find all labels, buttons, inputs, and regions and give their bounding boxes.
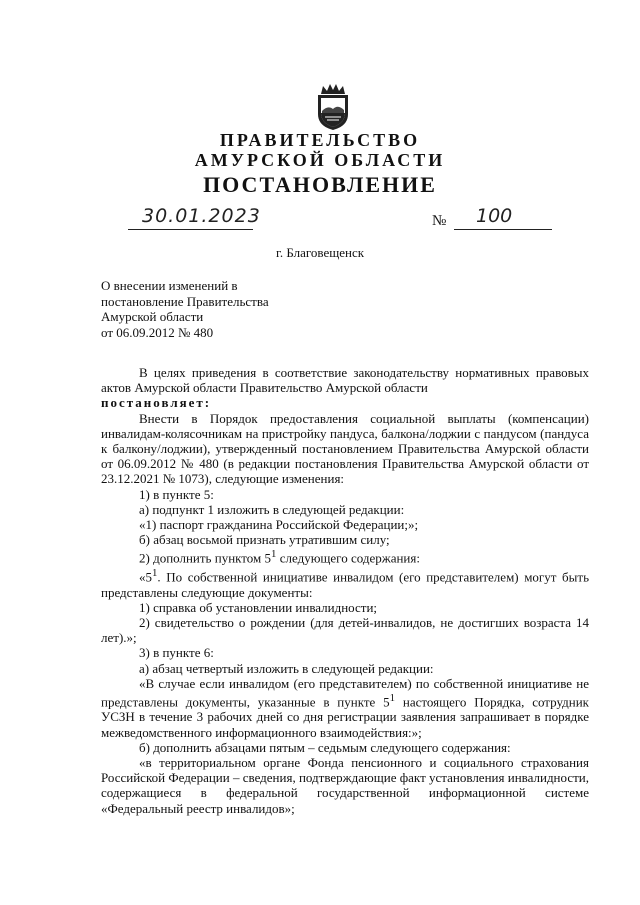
amur-region-coat-of-arms-icon bbox=[311, 80, 355, 132]
paragraph bbox=[101, 676, 589, 740]
paragraph: б) дополнить абзацами пятым – седьмым следующего содержания: bbox=[139, 739, 511, 755]
text: . По собственной инициативе инвалидом (его представителем) могут быть представлены следующие документы: bbox=[101, 569, 589, 600]
number-underline bbox=[454, 229, 552, 230]
paragraph: Внести в Порядок предоставления социальной выплаты (компенсации) инвалидам-колясочникам на пристройку пандуса, балкона/лоджии с пандусом (пандуса к балкону/лоджии), утвержденный постановлением Правительства Амурской области от 06.09.2012 № 480 (в редакции постановления Правительства Амурской области от 23.12.2021 № 1073), следующие изменения: bbox=[101, 410, 589, 487]
paragraph: 1) справка об установлении инвалидности; bbox=[139, 599, 378, 615]
resolves-heading: постановляет: bbox=[101, 395, 212, 411]
government-title: ПРАВИТЕЛЬСТВО bbox=[219, 130, 421, 150]
date-underline bbox=[128, 229, 253, 230]
paragraph: б) абзац восьмой признать утратившим силу; bbox=[139, 532, 390, 548]
text: «5 bbox=[139, 569, 152, 585]
paragraph: «в территориальном органе Фонда пенсионного и социального страхования Российской Федерации – сведения, подтверждающие факт установления инвалидности, содержащиеся в федеральной государственной информационной системе «Федеральный реестр инвалидов»; bbox=[101, 755, 589, 816]
paragraph: а) подпункт 1 изложить в следующей редакции: bbox=[139, 501, 405, 517]
subject-line: О внесении изменений в bbox=[101, 278, 238, 293]
city-name: г. Благовещенск bbox=[275, 245, 365, 260]
number-label: № bbox=[432, 213, 447, 229]
region-title: АМУРСКОЙ ОБЛАСТИ bbox=[194, 150, 446, 170]
text: 2) дополнить пунктом 5 bbox=[139, 550, 272, 566]
text: «В случае если инвалидом (его представителем) по собственной инициативе не представлены документы, указанные в пункте 5 bbox=[101, 675, 589, 710]
document-subject bbox=[101, 278, 269, 340]
subject-line: Амурской области bbox=[101, 309, 204, 324]
paragraph: 3) в пункте 6: bbox=[139, 645, 214, 661]
paragraph: а) абзац четвертый изложить в следующей редакции: bbox=[139, 660, 434, 676]
intro-paragraph: В целях приведения в соответствие законодательству нормативных правовых актов Амурской области Правительство Амурской области bbox=[101, 365, 589, 396]
text: настоящего Порядка, сотрудник УСЗН в течение 3 рабочих дней со дня регистрации заявления запрашивает в порядке межведомственного информационного взаимодействия:»; bbox=[101, 694, 589, 740]
paragraph: 2) свидетельство о рождении (для детей-инвалидов, не достигших возраста 14 лет).»; bbox=[101, 614, 589, 646]
superscript: 1 bbox=[389, 691, 396, 704]
paragraph: «1) паспорт гражданина Российской Федерации;»; bbox=[139, 517, 419, 533]
document-date: 30.01.2023 bbox=[142, 205, 261, 227]
document-number: 100 bbox=[476, 205, 513, 227]
paragraph bbox=[101, 547, 589, 566]
superscript: 1 bbox=[152, 566, 158, 579]
document-body bbox=[101, 365, 589, 816]
text: следующего содержания: bbox=[276, 550, 420, 566]
superscript: 1 bbox=[271, 548, 277, 561]
document-type: ПОСТАНОВЛЕНИЕ bbox=[203, 172, 437, 197]
paragraph bbox=[101, 566, 589, 600]
subject-line: постановление Правительства bbox=[101, 293, 269, 309]
subject-line: от 06.09.2012 № 480 bbox=[101, 324, 214, 340]
paragraph: 1) в пункте 5: bbox=[139, 486, 214, 502]
